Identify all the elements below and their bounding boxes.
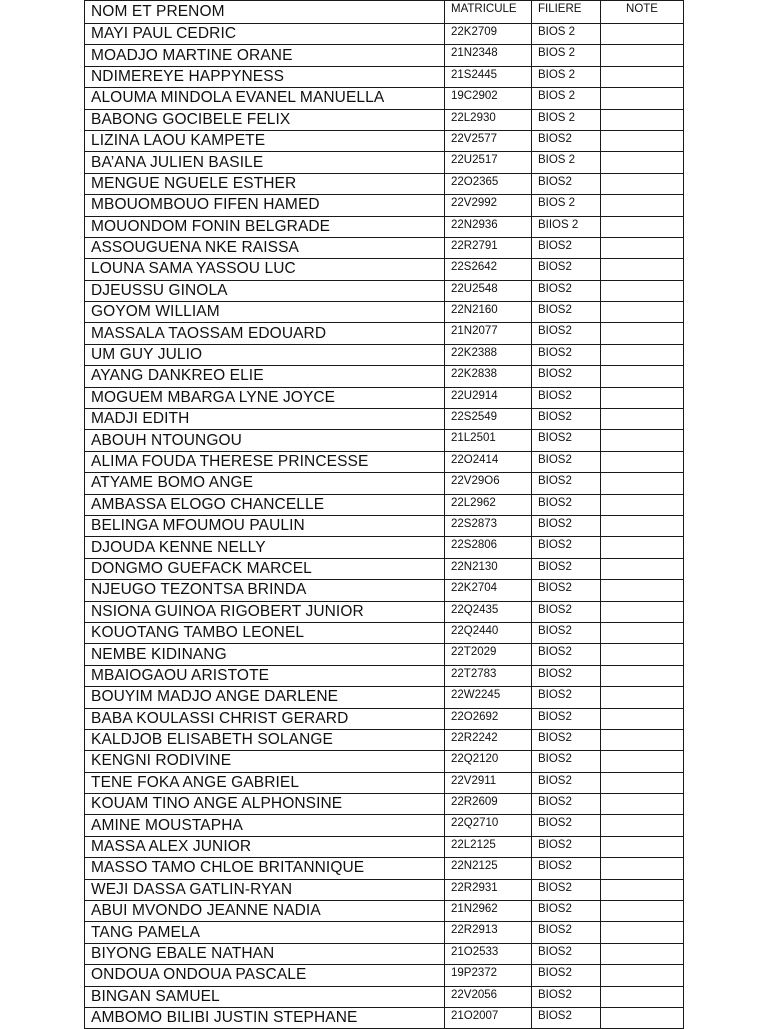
student-name-cell: BABA KOULASSI CHRIST GERARD (85, 708, 445, 729)
student-name-cell: ATYAME BOMO ANGE (85, 473, 445, 494)
table-row (85, 451, 684, 472)
matricule-cell: 22K2704 (445, 580, 532, 601)
table-row (85, 430, 684, 451)
student-name-cell: DONGMO GUEFACK MARCEL (85, 558, 445, 579)
table-row (85, 323, 684, 344)
table-row (85, 901, 684, 922)
student-name-cell: BA’ANA JULIEN BASILE (85, 152, 445, 173)
note-cell (601, 537, 684, 558)
note-cell (601, 943, 684, 964)
student-name-cell: KALDJOB ELISABETH SOLANGE (85, 729, 445, 750)
filiere-cell: BIOS2 (532, 708, 601, 729)
filiere-cell: BIOS2 (532, 409, 601, 430)
table-row (85, 152, 684, 173)
table-row (85, 366, 684, 387)
filiere-cell: BIOS2 (532, 815, 601, 836)
matricule-cell: 19C2902 (445, 88, 532, 109)
matricule-cell: 22R2242 (445, 729, 532, 750)
matricule-cell: 22V29O6 (445, 473, 532, 494)
matricule-cell: 22Q2440 (445, 622, 532, 643)
note-cell (601, 430, 684, 451)
note-cell (601, 152, 684, 173)
note-cell (601, 1007, 684, 1028)
student-name-cell: MASSA ALEX JUNIOR (85, 836, 445, 857)
matricule-cell: 22U2914 (445, 387, 532, 408)
table-row (85, 259, 684, 280)
note-cell (601, 88, 684, 109)
matricule-cell: 22L2125 (445, 836, 532, 857)
filiere-cell: BIOS2 (532, 558, 601, 579)
filiere-cell: BIOS2 (532, 280, 601, 301)
matricule-cell: 22T2783 (445, 665, 532, 686)
matricule-cell: 22V2577 (445, 130, 532, 151)
filiere-cell: BIOS2 (532, 515, 601, 536)
table-row (85, 815, 684, 836)
table-row (85, 751, 684, 772)
note-cell (601, 965, 684, 986)
filiere-cell: BIOS2 (532, 794, 601, 815)
note-cell (601, 879, 684, 900)
student-name-cell: MOUONDOM FONIN BELGRADE (85, 216, 445, 237)
matricule-cell: 22N2125 (445, 858, 532, 879)
table-row (85, 601, 684, 622)
table-row (85, 729, 684, 750)
student-name-cell: BABONG GOCIBELE FELIX (85, 109, 445, 130)
table-row (85, 622, 684, 643)
filiere-cell: BIOS 2 (532, 45, 601, 66)
student-name-cell: NDIMEREYE HAPPYNESS (85, 66, 445, 87)
table-row (85, 280, 684, 301)
header-note: NOTE (601, 1, 684, 24)
matricule-cell: 22N2160 (445, 302, 532, 323)
note-cell (601, 344, 684, 365)
filiere-cell: BIOS 2 (532, 195, 601, 216)
student-name-cell: AMINE MOUSTAPHA (85, 815, 445, 836)
table-row (85, 173, 684, 194)
student-name-cell: ABUI MVONDO JEANNE NADIA (85, 901, 445, 922)
student-name-cell: BELINGA MFOUMOU PAULIN (85, 515, 445, 536)
matricule-cell: 22R2609 (445, 794, 532, 815)
student-name-cell: UM GUY JULIO (85, 344, 445, 365)
matricule-cell: 21S2445 (445, 66, 532, 87)
student-name-cell: MADJI EDITH (85, 409, 445, 430)
header-row (85, 1, 684, 24)
table-row (85, 109, 684, 130)
student-name-cell: LOUNA SAMA YASSOU LUC (85, 259, 445, 280)
student-name-cell: WEJI DASSA GATLIN-RYAN (85, 879, 445, 900)
note-cell (601, 66, 684, 87)
matricule-cell: 22O2365 (445, 173, 532, 194)
note-cell (601, 901, 684, 922)
student-name-cell: ASSOUGUENA NKE RAISSA (85, 237, 445, 258)
matricule-cell: 22K2838 (445, 366, 532, 387)
filiere-cell: BIOS2 (532, 729, 601, 750)
matricule-cell: 22O2692 (445, 708, 532, 729)
note-cell (601, 644, 684, 665)
note-cell (601, 815, 684, 836)
student-name-cell: DJOUDA KENNE NELLY (85, 537, 445, 558)
table-row (85, 858, 684, 879)
filiere-cell: BIOS2 (532, 387, 601, 408)
note-cell (601, 687, 684, 708)
filiere-cell: BIOS2 (532, 943, 601, 964)
student-name-cell: BOUYIM MADJO ANGE DARLENE (85, 687, 445, 708)
header-name: NOM ET PRENOM (85, 1, 445, 24)
note-cell (601, 473, 684, 494)
matricule-cell: 22U2548 (445, 280, 532, 301)
matricule-cell: 22L2962 (445, 494, 532, 515)
matricule-cell: 22T2029 (445, 644, 532, 665)
note-cell (601, 302, 684, 323)
note-cell (601, 751, 684, 772)
note-cell (601, 451, 684, 472)
table-row (85, 687, 684, 708)
student-name-cell: KOUOTANG TAMBO LEONEL (85, 622, 445, 643)
note-cell (601, 259, 684, 280)
student-name-cell: NEMBE KIDINANG (85, 644, 445, 665)
student-name-cell: MAYI PAUL CEDRIC (85, 24, 445, 45)
note-cell (601, 24, 684, 45)
student-name-cell: ABOUH NTOUNGOU (85, 430, 445, 451)
matricule-cell: 22Q2435 (445, 601, 532, 622)
student-name-cell: TENE FOKA ANGE GABRIEL (85, 772, 445, 793)
student-name-cell: BIYONG EBALE NATHAN (85, 943, 445, 964)
filiere-cell: BIOS2 (532, 644, 601, 665)
table-row (85, 644, 684, 665)
matricule-cell: 22V2056 (445, 986, 532, 1007)
matricule-cell: 22S2873 (445, 515, 532, 536)
student-name-cell: MBAIOGAOU ARISTOTE (85, 665, 445, 686)
table-row (85, 130, 684, 151)
note-cell (601, 237, 684, 258)
table-row (85, 237, 684, 258)
table-row (85, 537, 684, 558)
table-row (85, 66, 684, 87)
student-name-cell: ALIMA FOUDA THERESE PRINCESSE (85, 451, 445, 472)
student-name-cell: MENGUE NGUELE ESTHER (85, 173, 445, 194)
matricule-cell: 22N2130 (445, 558, 532, 579)
table-row (85, 665, 684, 686)
note-cell (601, 708, 684, 729)
matricule-cell: 22R2791 (445, 237, 532, 258)
filiere-cell: BIOS2 (532, 451, 601, 472)
filiere-cell: BIOS2 (532, 259, 601, 280)
note-cell (601, 836, 684, 857)
table-row (85, 195, 684, 216)
student-name-cell: BINGAN SAMUEL (85, 986, 445, 1007)
table-row (85, 24, 684, 45)
filiere-cell: BIOS2 (532, 772, 601, 793)
filiere-cell: BIOS2 (532, 1007, 601, 1028)
matricule-cell: 21N2077 (445, 323, 532, 344)
matricule-cell: 22Q2120 (445, 751, 532, 772)
note-cell (601, 195, 684, 216)
table-row (85, 558, 684, 579)
filiere-cell: BIOS 2 (532, 24, 601, 45)
table-row (85, 494, 684, 515)
header-matricule: MATRICULE (445, 1, 532, 24)
table-row (85, 943, 684, 964)
matricule-cell: 19P2372 (445, 965, 532, 986)
note-cell (601, 794, 684, 815)
filiere-cell: BIOS2 (532, 858, 601, 879)
table-row (85, 836, 684, 857)
student-name-cell: KENGNI RODIVINE (85, 751, 445, 772)
table-body (85, 24, 684, 1029)
student-name-cell: AMBOMO BILIBI JUSTIN STEPHANE (85, 1007, 445, 1028)
filiere-cell: BIOS2 (532, 901, 601, 922)
student-name-cell: LIZINA LAOU KAMPETE (85, 130, 445, 151)
header-filiere: FILIERE (532, 1, 601, 24)
table-row (85, 794, 684, 815)
student-name-cell: TANG PAMELA (85, 922, 445, 943)
student-name-cell: GOYOM WILLIAM (85, 302, 445, 323)
filiere-cell: BIOS2 (532, 986, 601, 1007)
matricule-cell: 22R2931 (445, 879, 532, 900)
table-row (85, 515, 684, 536)
filiere-cell: BIOS2 (532, 430, 601, 451)
filiere-cell: BIIOS 2 (532, 216, 601, 237)
matricule-cell: 21O2533 (445, 943, 532, 964)
table-row (85, 772, 684, 793)
student-name-cell: MOADJO MARTINE ORANE (85, 45, 445, 66)
filiere-cell: BIOS2 (532, 965, 601, 986)
table-row (85, 216, 684, 237)
note-cell (601, 280, 684, 301)
note-cell (601, 986, 684, 1007)
filiere-cell: BIOS2 (532, 922, 601, 943)
note-cell (601, 772, 684, 793)
filiere-cell: BIOS2 (532, 687, 601, 708)
table-row (85, 708, 684, 729)
table-row (85, 387, 684, 408)
table-row (85, 922, 684, 943)
student-name-cell: NJEUGO TEZONTSA BRINDA (85, 580, 445, 601)
student-name-cell: AYANG DANKREO ELIE (85, 366, 445, 387)
filiere-cell: BIOS2 (532, 751, 601, 772)
filiere-cell: BIOS2 (532, 580, 601, 601)
student-name-cell: MBOUOMBOUO FIFEN HAMED (85, 195, 445, 216)
filiere-cell: BIOS2 (532, 537, 601, 558)
matricule-cell: 21N2962 (445, 901, 532, 922)
student-name-cell: NSIONA GUINOA RIGOBERT JUNIOR (85, 601, 445, 622)
note-cell (601, 558, 684, 579)
matricule-cell: 22U2517 (445, 152, 532, 173)
table-row (85, 986, 684, 1007)
student-name-cell: MOGUEM MBARGA LYNE JOYCE (85, 387, 445, 408)
table-row (85, 344, 684, 365)
note-cell (601, 922, 684, 943)
filiere-cell: BIOS2 (532, 130, 601, 151)
matricule-cell: 22W2245 (445, 687, 532, 708)
table-row (85, 473, 684, 494)
note-cell (601, 387, 684, 408)
note-cell (601, 173, 684, 194)
filiere-cell: BIOS2 (532, 494, 601, 515)
filiere-cell: BIOS2 (532, 473, 601, 494)
student-name-cell: AMBASSA ELOGO CHANCELLE (85, 494, 445, 515)
matricule-cell: 21O2007 (445, 1007, 532, 1028)
student-name-cell: ALOUMA MINDOLA EVANEL MANUELLA (85, 88, 445, 109)
matricule-cell: 22K2709 (445, 24, 532, 45)
filiere-cell: BIOS2 (532, 879, 601, 900)
student-name-cell: KOUAM TINO ANGE ALPHONSINE (85, 794, 445, 815)
filiere-cell: BIOS2 (532, 836, 601, 857)
table-row (85, 302, 684, 323)
matricule-cell: 22K2388 (445, 344, 532, 365)
filiere-cell: BIOS 2 (532, 109, 601, 130)
filiere-cell: BIOS2 (532, 173, 601, 194)
filiere-cell: BIOS2 (532, 601, 601, 622)
student-list-table (84, 0, 684, 1029)
table-row (85, 45, 684, 66)
filiere-cell: BIOS 2 (532, 88, 601, 109)
table-row (85, 409, 684, 430)
note-cell (601, 323, 684, 344)
filiere-cell: BIOS2 (532, 237, 601, 258)
matricule-cell: 22Q2710 (445, 815, 532, 836)
filiere-cell: BIOS2 (532, 344, 601, 365)
note-cell (601, 366, 684, 387)
table-row (85, 88, 684, 109)
matricule-cell: 22L2930 (445, 109, 532, 130)
filiere-cell: BIOS 2 (532, 66, 601, 87)
filiere-cell: BIOS 2 (532, 152, 601, 173)
table-row (85, 965, 684, 986)
matricule-cell: 22N2936 (445, 216, 532, 237)
filiere-cell: BIOS2 (532, 323, 601, 344)
matricule-cell: 22S2642 (445, 259, 532, 280)
note-cell (601, 216, 684, 237)
matricule-cell: 22O2414 (445, 451, 532, 472)
matricule-cell: 21N2348 (445, 45, 532, 66)
filiere-cell: BIOS2 (532, 622, 601, 643)
note-cell (601, 601, 684, 622)
note-cell (601, 109, 684, 130)
note-cell (601, 494, 684, 515)
student-name-cell: MASSALA TAOSSAM EDOUARD (85, 323, 445, 344)
table-row (85, 879, 684, 900)
filiere-cell: BIOS2 (532, 665, 601, 686)
student-name-cell: MASSO TAMO CHLOE BRITANNIQUE (85, 858, 445, 879)
matricule-cell: 22V2992 (445, 195, 532, 216)
note-cell (601, 515, 684, 536)
matricule-cell: 22S2806 (445, 537, 532, 558)
note-cell (601, 580, 684, 601)
matricule-cell: 22V2911 (445, 772, 532, 793)
note-cell (601, 858, 684, 879)
matricule-cell: 22R2913 (445, 922, 532, 943)
note-cell (601, 622, 684, 643)
filiere-cell: BIOS2 (532, 302, 601, 323)
matricule-cell: 22S2549 (445, 409, 532, 430)
note-cell (601, 45, 684, 66)
student-name-cell: DJEUSSU GINOLA (85, 280, 445, 301)
filiere-cell: BIOS2 (532, 366, 601, 387)
note-cell (601, 409, 684, 430)
table-row (85, 580, 684, 601)
note-cell (601, 130, 684, 151)
student-name-cell: ONDOUA ONDOUA PASCALE (85, 965, 445, 986)
matricule-cell: 21L2501 (445, 430, 532, 451)
table-row (85, 1007, 684, 1028)
note-cell (601, 665, 684, 686)
note-cell (601, 729, 684, 750)
